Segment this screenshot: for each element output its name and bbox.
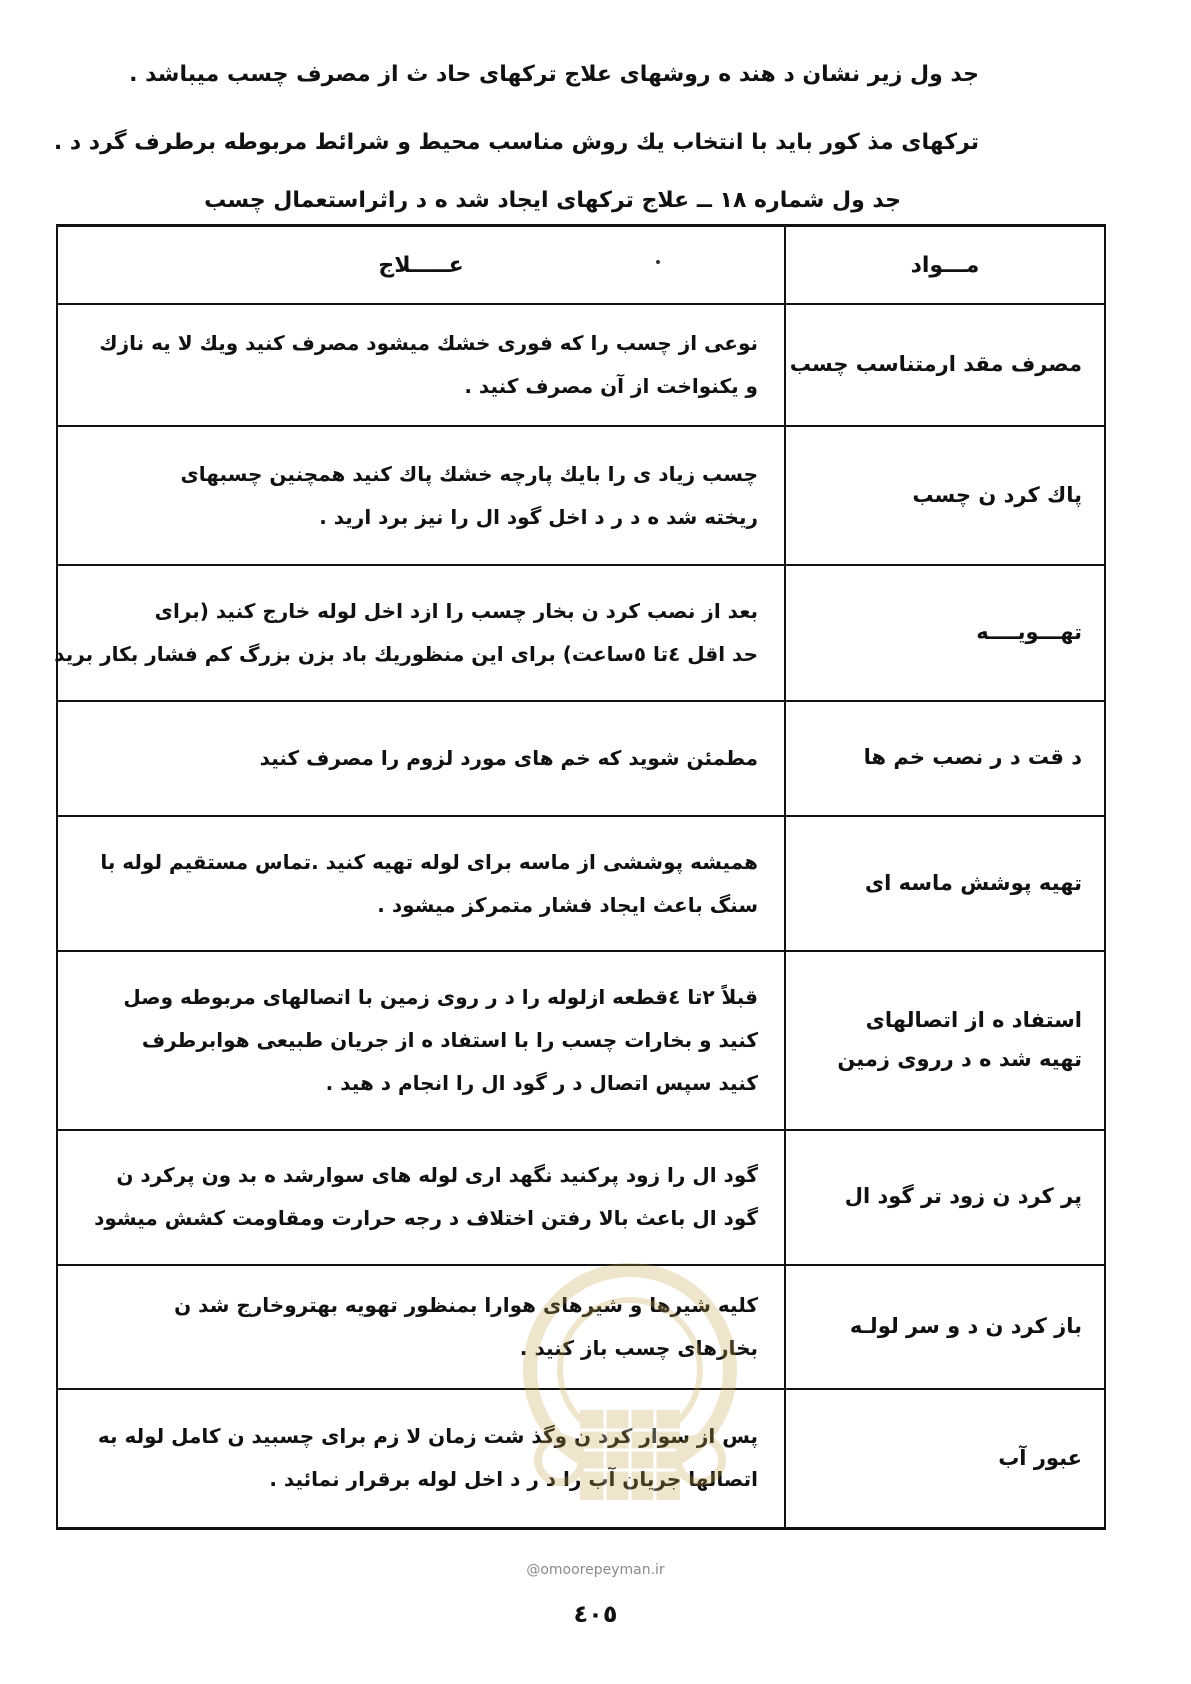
remedy-cell: [57, 816, 785, 951]
material-cell: [785, 426, 1105, 565]
table-row: [57, 816, 1105, 951]
material-cell: [785, 304, 1105, 426]
table-row: [57, 1130, 1105, 1265]
table-row: [57, 1265, 1105, 1389]
remedy-cell: [54, 565, 785, 700]
remedy-line: همیشه پوششی از ماسه برای لوله تهیه کنید .تماس مستقیم لوله با: [100, 849, 758, 874]
remedy-line: سنگ باعث ایجاد فشار متمرکز میشود .: [377, 892, 758, 917]
remedy-line: حد اقل ٤تا ٥ساعت) برای این منظوریك باد بزن بزرگ کم فشار بکار برید: [54, 641, 758, 666]
material-line: تهـــویــــه: [976, 620, 1082, 645]
material-cell: [785, 701, 1105, 816]
material-line: تهیه شد ه د رروی زمین: [837, 1047, 1082, 1072]
material-line: پاك کرد ن چسب: [912, 482, 1082, 507]
table-row: [57, 701, 1105, 816]
remedy-line: نوعی از چسب را که فوری خشك میشود مصرف کنید ویك لا یه نازك: [99, 331, 758, 355]
material-cell: [785, 1130, 1105, 1265]
material-cell: [785, 951, 1105, 1130]
header-remedy: عـــــلاج: [57, 226, 785, 305]
table-row: [57, 565, 1105, 700]
remedy-cell: [57, 1389, 785, 1529]
remedy-line: بعد از نصب کرد ن بخار چسب را ازد اخل لوله خارج کنید (برای: [154, 598, 758, 623]
material-line: عبور آب: [998, 1445, 1082, 1470]
material-line: تهیه پوشش ماسه ای: [864, 870, 1082, 895]
remedy-line: اتصالها جریان آب را د ر د اخل لوله برقرار نمائید .: [269, 1467, 758, 1492]
remedy-cell: [57, 1130, 785, 1265]
table-header-row: [57, 226, 1105, 305]
table-row: [57, 1389, 1105, 1529]
intro-line-1: جد ول زیر نشان د هند ه روشهای علاج ترکهای حاد ث از مصرف چسب میباشد .: [129, 62, 979, 87]
table-row: [57, 426, 1105, 565]
material-line: د قت د ر نصب خم ها: [863, 745, 1082, 770]
remedy-line: ریخته شد ه د ر د اخل گود ال را نیز برد ارید .: [319, 504, 758, 529]
remedy-cell: [57, 701, 785, 816]
remedy-cell: [57, 1265, 785, 1389]
page-number: ٤٠٥: [573, 1600, 618, 1628]
remedy-line: کلیه شیرها و شیرهای هوارا بمنظور تهویه بهتروخارج شد ن: [174, 1292, 758, 1317]
remedy-line: و یکنواخت از آن مصرف کنید .: [464, 374, 758, 398]
header-dot-mark: [656, 260, 660, 264]
remedy-line: کنید و بخارات چسب را با استفاد ه از جریان طبیعی هوابرطرف: [141, 1027, 758, 1052]
remedy-line: بخارهای چسب باز کنید .: [519, 1335, 758, 1360]
remedy-table: [56, 224, 1106, 1530]
material-cell: [785, 1389, 1105, 1529]
watermark-text: @omoorepeyman.ir: [526, 1562, 665, 1578]
remedy-line: پس از سوار کرد ن وگذ شت زمان لا زم برای چسبید ن کامل لوله به: [97, 1424, 758, 1449]
remedy-line: گود ال را زود پرکنید نگهد اری لوله های سوارشد ه بد ون پرکرد ن: [116, 1163, 758, 1188]
material-cell: [785, 565, 1105, 700]
table-body: [54, 304, 1105, 1529]
material-line: مصرف مقد ارمتناسب چسب: [789, 352, 1082, 377]
remedy-cell: [57, 951, 785, 1130]
table-caption: جد ول شماره ۱۸ ــ علاج ترکهای ایجاد شد ه د راثراستعمال چسب: [204, 188, 901, 213]
material-cell: [785, 816, 1105, 951]
header-material: مـــواد: [785, 226, 1105, 305]
remedy-line: چسب زیاد ی را بایك پارچه خشك پاك کنید همچنین چسبهای: [180, 461, 758, 486]
material-line: استفاد ه از اتصالهای: [865, 1007, 1082, 1032]
material-cell: [785, 1265, 1105, 1389]
table-row: [57, 951, 1105, 1130]
remedy-cell: [57, 304, 785, 426]
material-line: پر کرد ن زود تر گود ال: [844, 1184, 1082, 1209]
material-line: باز کرد ن د و سر لولـه: [849, 1313, 1082, 1338]
remedy-line: مطمئن شوید که خم های مورد لزوم را مصرف کنید: [259, 745, 758, 770]
intro-line-2: ترکهای مذ کور باید با انتخاب یك روش مناسب محیط و شرائط مربوطه برطرف گرد د .: [53, 130, 979, 155]
table-row: [57, 304, 1105, 426]
remedy-line: گود ال باعث بالا رفتن اختلاف د رجه حرارت ومقاومت کشش میشود: [94, 1206, 758, 1231]
remedy-line: قبلاً ۲تا ٤قطعه ازلوله را د ر روی زمین با اتصالهای مربوطه وصل: [123, 984, 758, 1009]
remedy-line: کنید سپس اتصال د ر گود ال را انجام د هید .: [325, 1070, 758, 1095]
remedy-cell: [57, 426, 785, 565]
